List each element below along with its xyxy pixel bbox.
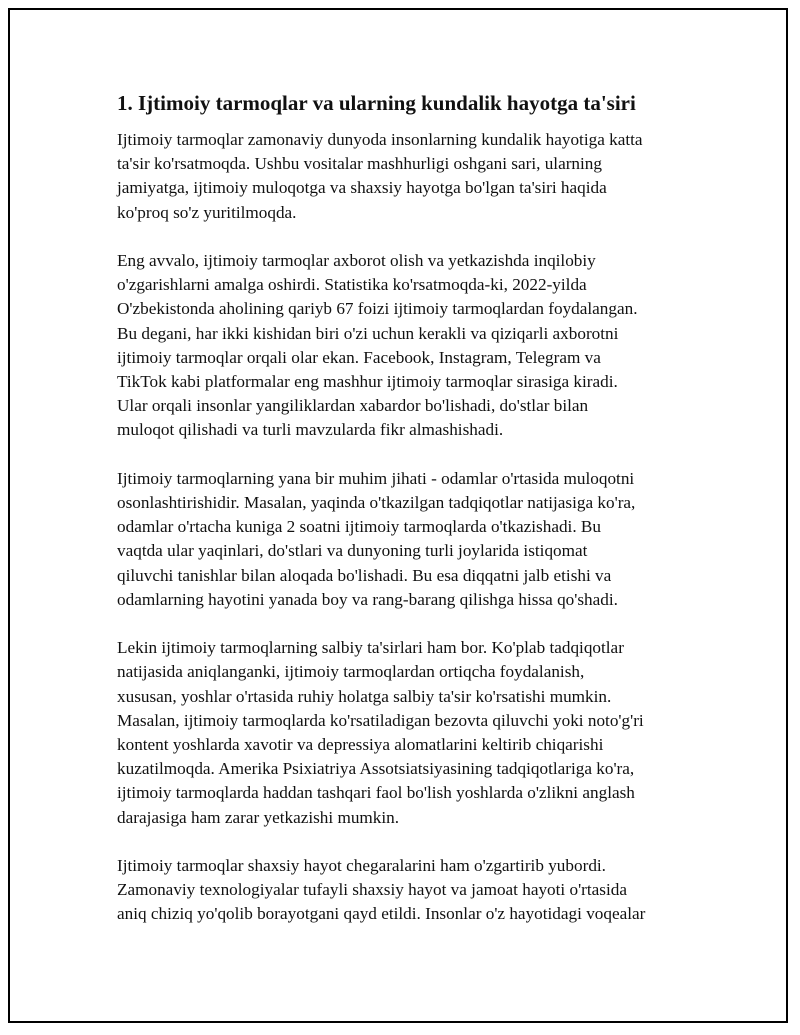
- paragraph-line: Ijtimoiy tarmoqlar shaxsiy hayot chegaralarini ham o'zgartirib yubordi.: [117, 856, 606, 876]
- paragraph-line: aniq chiziq yo'qolib borayotgani qayd etildi. Insonlar o'z hayotidagi voqealar: [117, 904, 646, 924]
- paragraph-line: O'zbekistonda aholining qariyb 67 foizi ijtimoiy tarmoqlardan foydalangan.: [117, 299, 638, 319]
- paragraph-list: [117, 128, 692, 927]
- paragraph: [117, 467, 692, 612]
- paragraph-line: Bu degani, har ikki kishidan biri o'zi uchun kerakli va qiziqarli axborotni: [117, 323, 619, 343]
- paragraph-line: kuzatilmoqda. Amerika Psixiatriya Assotsiatsiyasining tadqiqotlariga ko'ra,: [117, 759, 635, 779]
- paragraph-line: Ular orqali insonlar yangiliklardan xabardor bo'lishadi, do'stlar bilan: [117, 396, 589, 416]
- section-heading: 1. Ijtimoiy tarmoqlar va ularning kundalik hayotga ta'siri: [117, 91, 636, 115]
- document-body: [117, 88, 692, 951]
- paragraph-line: osonlashtirishidir. Masalan, yaqinda o'tkazilgan tadqiqotlar natijasiga ko'ra,: [117, 493, 636, 513]
- paragraph-line: muloqot qilishadi va turli mavzularda fikr almashishadi.: [117, 420, 504, 440]
- paragraph: [117, 636, 692, 830]
- paragraph-line: darajasiga ham zarar yetkazishi mumkin.: [117, 807, 400, 827]
- paragraph-line: natijasida aniqlanganki, ijtimoiy tarmoqlardan ortiqcha foydalanish,: [117, 662, 585, 682]
- paragraph-line: ijtimoiy tarmoqlarda haddan tashqari faol bo'lish yoshlarda o'zlikni anglash: [117, 783, 635, 803]
- paragraph: [117, 854, 692, 927]
- paragraph-line: o'zgarishlarni amalga oshirdi. Statistika ko'rsatmoqda-ki, 2022-yilda: [117, 275, 587, 295]
- paragraph-line: xususan, yoshlar o'rtasida ruhiy holatga salbiy ta'sir ko'rsatishi mumkin.: [117, 686, 612, 706]
- paragraph-line: Lekin ijtimoiy tarmoqlarning salbiy ta'sirlari ham bor. Ko'plab tadqiqotlar: [117, 638, 624, 658]
- paragraph: [117, 128, 692, 225]
- paragraph-line: kontent yoshlarda xavotir va depressiya alomatlarini keltirib chiqarishi: [117, 735, 604, 755]
- paragraph-line: jamiyatga, ijtimoiy muloqotga va shaxsiy hayotga bo'lgan ta'siri haqida: [117, 178, 607, 198]
- paragraph-line: ta'sir ko'rsatmoqda. Ushbu vositalar mashhurligi oshgani sari, ularning: [117, 154, 602, 174]
- paragraph-line: ijtimoiy tarmoqlar orqali olar ekan. Facebook, Instagram, Telegram va: [117, 347, 601, 367]
- paragraph-line: vaqtda ular yaqinlari, do'stlari va dunyoning turli joylarida istiqomat: [117, 541, 588, 561]
- paragraph-line: qiluvchi tanishlar bilan aloqada bo'lishadi. Bu esa diqqatni jalb etishi va: [117, 565, 612, 585]
- paragraph-line: Ijtimoiy tarmoqlar zamonaviy dunyoda insonlarning kundalik hayotiga katta: [117, 130, 643, 149]
- paragraph-line: odamlarning hayotini yanada boy va rang-barang qilishga hissa qo'shadi.: [117, 589, 618, 609]
- paragraph-line: Eng avvalo, ijtimoiy tarmoqlar axborot olish va yetkazishda inqilobiy: [117, 251, 596, 270]
- paragraph-line: Masalan, ijtimoiy tarmoqlarda ko'rsatiladigan bezovta qiluvchi yoki noto'g'ri: [117, 710, 644, 730]
- paragraph-line: TikTok kabi platformalar eng mashhur ijtimoiy tarmoqlar sirasiga kiradi.: [117, 372, 618, 392]
- paragraph-line: Ijtimoiy tarmoqlarning yana bir muhim jihati - odamlar o'rtasida muloqotni: [117, 468, 635, 488]
- paragraph-line: odamlar o'rtacha kuniga 2 soatni ijtimoiy tarmoqlarda o'tkazishadi. Bu: [117, 517, 601, 537]
- paragraph: [117, 249, 692, 443]
- paragraph-line: Zamonaviy texnologiyalar tufayli shaxsiy hayot va jamoat hayoti o'rtasida: [117, 880, 627, 900]
- paragraph-line: ko'proq so'z yuritilmoqda.: [117, 202, 297, 222]
